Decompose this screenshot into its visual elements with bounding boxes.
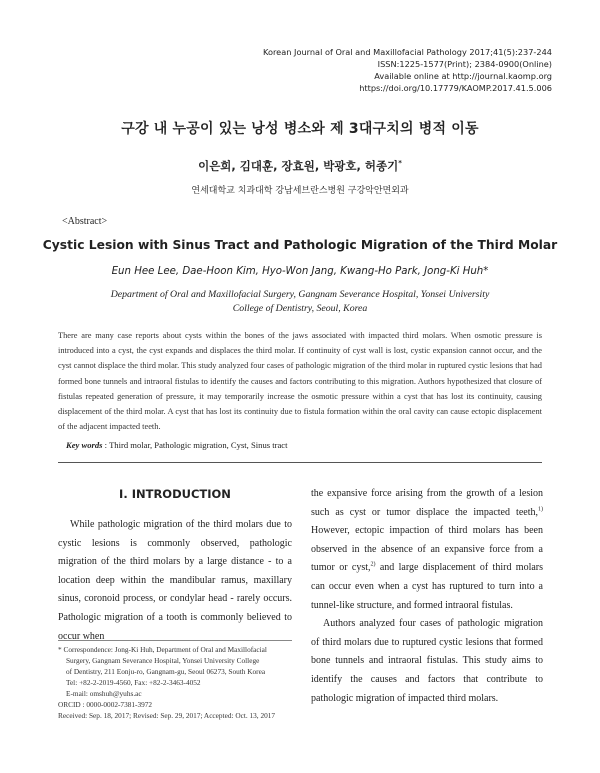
intro-paragraph-3: Authors analyzed four cases of pathologic migration of third molars due to ruptured cystic lesions that formed bone tunnels and intraoral fistulas. This study aims to identify the causes and factors that contribute to pathologic migration of impacted third molars. (311, 618, 543, 704)
english-affiliation (0, 288, 600, 316)
keywords-label: Key words (66, 440, 103, 450)
reference-1: 1) (538, 506, 543, 513)
journal-header (263, 46, 552, 94)
korean-author-names: 이은희, 김대훈, 장효원, 박광호, 허종기 (198, 159, 399, 173)
correspondence-footnote (58, 644, 292, 721)
footnote-line: Tel: +82-2-2019-4560, Fax: +82-2-3463-4052 (66, 678, 201, 687)
affiliation-line-1: Department of Oral and Maxillofacial Surgery, Gangnam Severance Hospital, Yonsei University (110, 289, 490, 300)
abstract-label: <Abstract> (62, 216, 108, 227)
korean-affiliation: 연세대학교 치과대학 강남세브란스병원 구강악안면외과 (191, 186, 409, 196)
footnote-orcid: ORCID : 0000-0002-7381-3972 (58, 700, 153, 709)
affiliation-line-2: College of Dentistry, Seoul, Korea (232, 303, 368, 314)
footnote-divider (58, 640, 292, 641)
footnote-line: of Dentistry, 211 Eonju-ro, Gangnam-gu, Seoul 06273, South Korea (66, 667, 266, 676)
intro-text: the expansive force arising from the growth of a lesion such as cyst or tumor displace the impacted teeth, (311, 488, 543, 518)
footnote-dates: Received: Sep. 18, 2017; Revised: Sep. 29, 2017; Accepted: Oct. 13, 2017 (58, 711, 276, 720)
intro-text: However, ectopic impaction of third molars has been observed in the absence of an expansive force from a tumor or cyst, (311, 525, 543, 574)
korean-authors (0, 158, 600, 174)
keywords-separator: : (102, 440, 110, 450)
intro-text: and large displacement of third molars can occur even when a cyst has ruptured to turn into a tunnel-like structure, and formed intraoral fistulas. (311, 562, 544, 611)
journal-issn: ISSN:1225-1577(Print); 2384-0900(Online) (377, 59, 552, 69)
keywords (66, 440, 288, 450)
keywords-text: Third molar, Pathologic migration, Cyst, Sinus tract (109, 440, 288, 450)
intro-paragraph-1: While pathologic migration of the third molars due to cystic lesions is commonly observed, pathologic migration of the third molars by a large distance - to a location deep within the mandibular ramus, maxillary sinus, coronoid process, or condylar head - rarely occurs. Pathologic migration of a tooth is commonly believed to occur when (58, 519, 292, 642)
journal-citation: Korean Journal of Oral and Maxillofacial Pathology 2017;41(5):237-244 (263, 47, 552, 57)
footnote-line: * Correspondence: Jong-Ki Huh, Department of Oral and Maxillofacial (58, 645, 267, 654)
corresponding-mark: * (398, 159, 402, 168)
reference-2: 2) (370, 562, 376, 569)
introduction-heading: Ⅰ. INTRODUCTION (119, 487, 231, 501)
footnote-line: Surgery, Gangnam Severance Hospital, Yonsei University College (66, 656, 260, 665)
english-title: Cystic Lesion with Sinus Tract and Pathologic Migration of the Third Molar (42, 238, 558, 252)
journal-website: Available online at http://journal.kaomp.org (374, 71, 552, 81)
right-column (311, 485, 543, 708)
intro-paragraph-2 (311, 485, 543, 615)
section-divider (58, 462, 542, 463)
english-authors: Eun Hee Lee, Dae-Hoon Kim, Hyo-Won Jang, Kwang-Ho Park, Jong-Ki Huh* (111, 266, 489, 277)
footnote-email: E-mail: omshuh@yuhs.ac (66, 689, 142, 698)
korean-title: 구강 내 누공이 있는 낭성 병소와 제 3대구치의 병적 이동 (121, 121, 479, 137)
left-column (58, 516, 292, 646)
journal-doi: https://doi.org/10.17779/KAOMP.2017.41.5.006 (359, 83, 552, 93)
abstract-body: There are many case reports about cysts within the bones of the jaws associated with impacted third molars. When osmotic pressure is introduced into a cyst, the cyst expands and displaces the third molar. If continuity of cyst wall is lost, cystic expansion cannot occur, and the cyst cannot displace the third molar. This study analyzed four cases of pathologic migration of the third molar in ruptured cystic lesions that had formed bone tunnels and intraoral fistulas to identify the causes and factors contributing to this migration. Authors hypothesized that closure of fistulas repeated generation of pressure, it may temporarily increase the osmotic pressure within a cyst that has lost its continuity, causing displacement of the third molar. A cyst that has lost its continuity due to fistula formation within the oral cavity can cause ectopic displacement of the adjacent impacted teeth. (58, 331, 542, 432)
